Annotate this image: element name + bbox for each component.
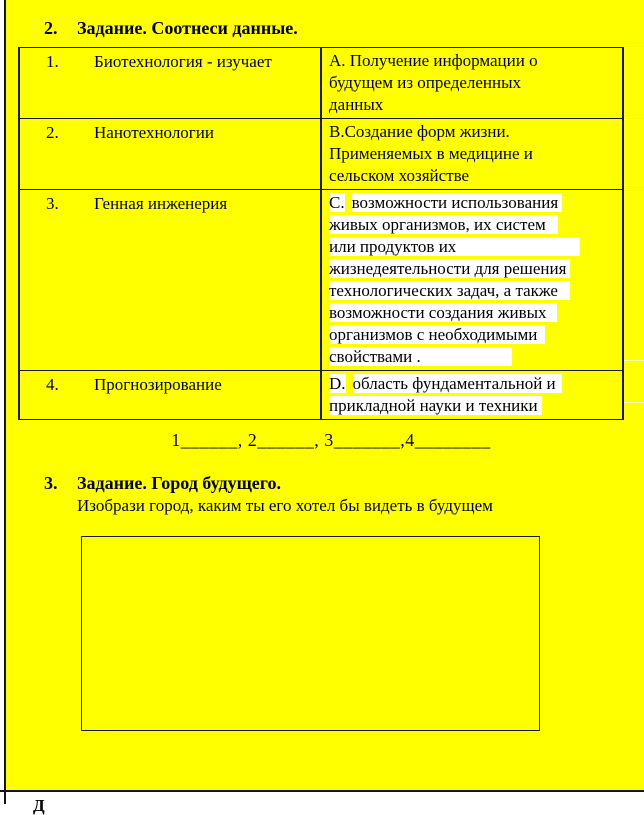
table-row xyxy=(20,371,622,419)
term-cell xyxy=(20,119,322,189)
gridline-extension xyxy=(624,119,644,120)
table-row xyxy=(20,190,622,371)
task2-number: 2. xyxy=(44,18,58,38)
definition-line xyxy=(329,236,618,258)
definition-line xyxy=(329,165,618,187)
definition-line xyxy=(329,280,618,302)
definition-text: А. Получение информации о xyxy=(329,51,538,70)
task2-heading xyxy=(44,17,298,39)
match-table xyxy=(18,47,624,420)
definition-text: живых организмов, их систем xyxy=(329,215,558,234)
definition-text: или продуктов их xyxy=(329,237,580,256)
term-label: Нанотехнологии xyxy=(94,123,214,142)
definition-cell xyxy=(322,190,622,370)
definition-text: организмов с необходимыми xyxy=(329,325,545,344)
term-number: 2. xyxy=(46,123,59,142)
drawing-area[interactable] xyxy=(81,536,540,731)
term-cell xyxy=(20,371,322,419)
definition-line xyxy=(329,302,618,324)
term-number: 4. xyxy=(46,375,59,394)
term-cell xyxy=(20,190,322,370)
definition-text: Применяемых в медицине и xyxy=(329,144,533,163)
term-label: Генная инженерия xyxy=(94,194,228,213)
gridline-extension xyxy=(624,185,644,186)
definition-text: возможности создания живых xyxy=(329,303,557,322)
task3-title: Задание. Город будущего. xyxy=(77,473,282,493)
term-label: Биотехнология - изучает xyxy=(94,52,272,71)
definition-text: технологических задач, а также xyxy=(329,281,570,300)
definition-letter: D. xyxy=(329,374,346,393)
definition-text: свойствами . xyxy=(329,347,512,366)
answer-blanks-line[interactable]: 1______, 2______, 3_______,4________ xyxy=(171,430,491,450)
definition-text: будущем из определенных xyxy=(329,73,522,92)
definition-line xyxy=(329,395,618,417)
definition-cell xyxy=(322,119,622,189)
term-number: 3. xyxy=(46,194,59,213)
term-cell xyxy=(20,48,322,118)
definition-cell xyxy=(322,48,622,118)
definition-text: прикладной науки и техники xyxy=(329,396,542,415)
table-row xyxy=(20,119,622,190)
gridline-extension xyxy=(624,402,644,403)
term-label: Прогнозирование xyxy=(94,375,222,394)
definition-letter: С. xyxy=(329,193,345,212)
definition-line xyxy=(329,214,618,236)
definition-line xyxy=(329,373,618,395)
definition-line xyxy=(329,192,618,214)
definition-text: возможности использования xyxy=(352,193,563,212)
definition-line xyxy=(329,143,618,165)
definition-text: данных xyxy=(329,95,384,114)
table-row xyxy=(20,48,622,119)
definition-text: область фундаментальной и xyxy=(353,374,562,393)
task3-subtitle: Изобрази город, каким ты его хотел бы видеть в будущем xyxy=(77,496,493,515)
definition-text: В.Создание форм жизни. xyxy=(329,122,510,141)
definition-line xyxy=(329,258,618,280)
definition-line xyxy=(329,94,618,116)
page-bottom-border-line xyxy=(0,790,644,792)
definition-cell xyxy=(322,371,622,419)
task2-title: Задание. Соотнеси данные. xyxy=(77,18,298,38)
task3-heading xyxy=(44,472,281,494)
next-row-text-fragment: Д xyxy=(33,796,45,815)
definition-line xyxy=(329,72,618,94)
term-number: 1. xyxy=(46,52,59,71)
page-left-border-line xyxy=(4,0,6,804)
gridline-extension xyxy=(624,360,644,361)
definition-text: сельском хозяйстве xyxy=(329,166,470,185)
definition-line xyxy=(329,324,618,346)
task3-number: 3. xyxy=(44,473,58,493)
gridline-extension xyxy=(624,47,644,48)
definition-line xyxy=(329,346,618,368)
definition-text: жизнедеятельности для решения xyxy=(329,259,570,278)
definition-line xyxy=(329,121,618,143)
definition-line xyxy=(329,50,618,72)
